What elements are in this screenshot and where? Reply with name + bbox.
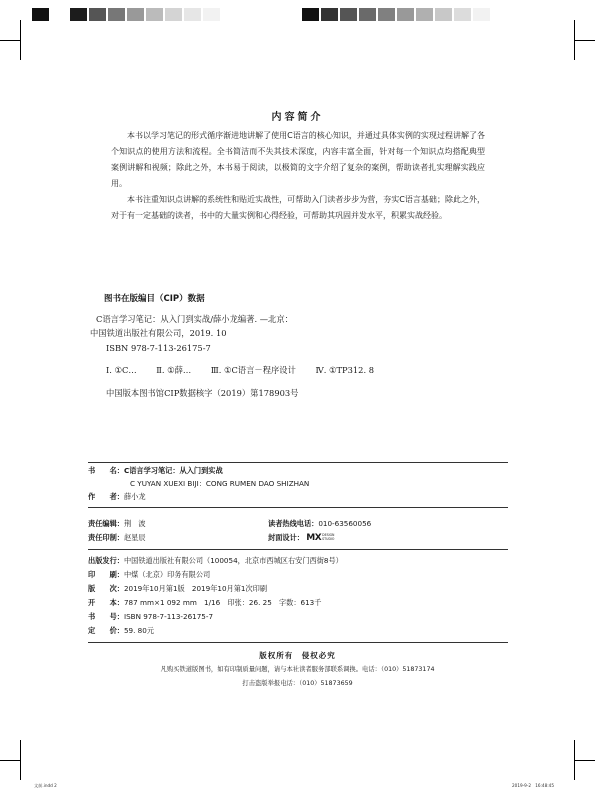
cip-class-item: Ⅲ. ①C语言－程序设计 [210, 365, 296, 376]
author-label: 作 者： [88, 492, 124, 501]
divider [88, 462, 508, 463]
isbn-value: ISBN 978-7-113-26175-7 [123, 612, 214, 621]
printer-label: 印 刷： [88, 570, 124, 579]
mx-design-logo [306, 532, 334, 544]
isbn-label: 书 号： [88, 612, 124, 621]
price-value: 59. 80元 [123, 626, 155, 635]
price-row [88, 625, 154, 636]
crop-mark [575, 760, 595, 761]
mx-logo-mark: MX [306, 533, 322, 543]
crop-mark [20, 740, 21, 780]
edition-value: 2019年10月第1版 2019年10月第1次印刷 [123, 584, 268, 593]
cip-classification [90, 363, 374, 377]
cip-title-line: C语言学习笔记：从入门到实战/薛小龙编著. —北京： [96, 314, 293, 324]
printer-row [88, 569, 210, 580]
format-row [88, 597, 321, 608]
crop-mark [0, 760, 20, 761]
file-slug: 文前.indd 2 [34, 783, 57, 788]
crop-mark [0, 40, 20, 41]
printing-row [88, 532, 146, 543]
hotline-row [268, 518, 371, 529]
price-label: 定 价： [88, 626, 124, 635]
cip-class-item: Ⅱ. ①薛… [156, 365, 192, 376]
printer-value: 中煤（北京）印务有限公司 [123, 570, 211, 579]
publisher-value: 中国铁道出版社有限公司（100054，北京市西城区右安门西街8号） [123, 556, 343, 565]
crop-mark [20, 20, 21, 60]
intro-title: 内容简介 [271, 112, 324, 123]
cip-block [90, 312, 510, 400]
cip-class-item: Ⅰ. ①C… [106, 365, 137, 376]
intro-paragraph: 本书以学习笔记的形式循序渐进地讲解了使用C语言的核心知识，并通过具体实例的实现过程讲解了各个知识点的使用方法和流程。全书简洁而不失其技术深度，内容丰富全面，针对每一个知识点均搭配典型案例讲解和视频；除此之外，本书易于阅读，以极简的文字介绍了复杂的案例，帮助读者扎实理解实践应用。 [111, 131, 485, 188]
format-label: 开 本： [88, 598, 124, 607]
cip-class-item: Ⅳ. ①TP312. 8 [315, 365, 374, 376]
cip-number-line: 中国版本图书馆CIP数据核字（2019）第178903号 [106, 387, 299, 398]
book-title-value: C语言学习笔记：从入门到实战 [123, 466, 223, 475]
mx-logo-design: DESIGN [322, 533, 335, 538]
cip-publisher-line: 中国铁道出版社有限公司，2019. 10 [90, 328, 227, 339]
divider [88, 549, 508, 550]
publisher-label: 出版发行： [88, 556, 124, 565]
cip-heading: 图书在版编目（CIP）数据 [104, 294, 205, 304]
cover-design-label: 封面设计： [268, 533, 304, 542]
timestamp-slug: 2019-9-2 16:48:45 [512, 783, 555, 788]
cip-isbn-line: ISBN 978-7-113-26175-7 [106, 342, 211, 353]
copyright-notice: 凡购买铁道版图书，如有印制质量问题，请与本社读者服务部联系调换。电话：（010）51873174 [160, 666, 435, 673]
edition-label: 版 次： [88, 584, 124, 593]
divider [88, 507, 508, 508]
book-pinyin: C YUYAN XUEXI BIJI：CONG RUMEN DAO SHIZHAN [130, 479, 310, 488]
book-title-row [88, 465, 223, 476]
format-value: 787 mm×1 092 mm 1/16 印张：26. 25 字数：613千 [123, 598, 322, 607]
copyright-title: 版权所有 侵权必究 [259, 651, 336, 660]
printing-value: 赵星辰 [123, 533, 146, 542]
divider [88, 642, 508, 643]
editor-row [88, 518, 146, 529]
editor-label: 责任编辑： [88, 519, 124, 528]
edition-row [88, 583, 267, 594]
piracy-report-line: 打击盗版举报电话：（010）51873659 [242, 680, 353, 687]
cover-design-row [268, 532, 334, 544]
crop-mark [575, 40, 595, 41]
book-author-row [88, 491, 146, 502]
intro-body [111, 128, 485, 224]
printing-label: 责任印制： [88, 533, 124, 542]
mx-logo-subtext [322, 534, 334, 541]
mx-logo-studio: STUDIO [322, 537, 335, 541]
intro-paragraph: 本书注重知识点讲解的系统性和贴近实战性，可帮助入门读者步步为营，夯实C语言基础；除此之外，对于有一定基础的读者，书中的大量实例和心得经验，可帮助其巩固并发水平，积累实战经验。 [111, 195, 485, 220]
isbn-row [88, 611, 213, 622]
editor-value: 荆 波 [123, 519, 146, 528]
author-value: 薛小龙 [123, 492, 146, 501]
gray-bar-left [32, 8, 220, 21]
hotline-label: 读者热线电话： [268, 519, 319, 528]
publisher-row [88, 555, 343, 566]
hotline-value: 010-63560056 [318, 519, 372, 528]
gray-bar-right [302, 8, 490, 21]
book-title-label: 书 名： [88, 466, 124, 475]
